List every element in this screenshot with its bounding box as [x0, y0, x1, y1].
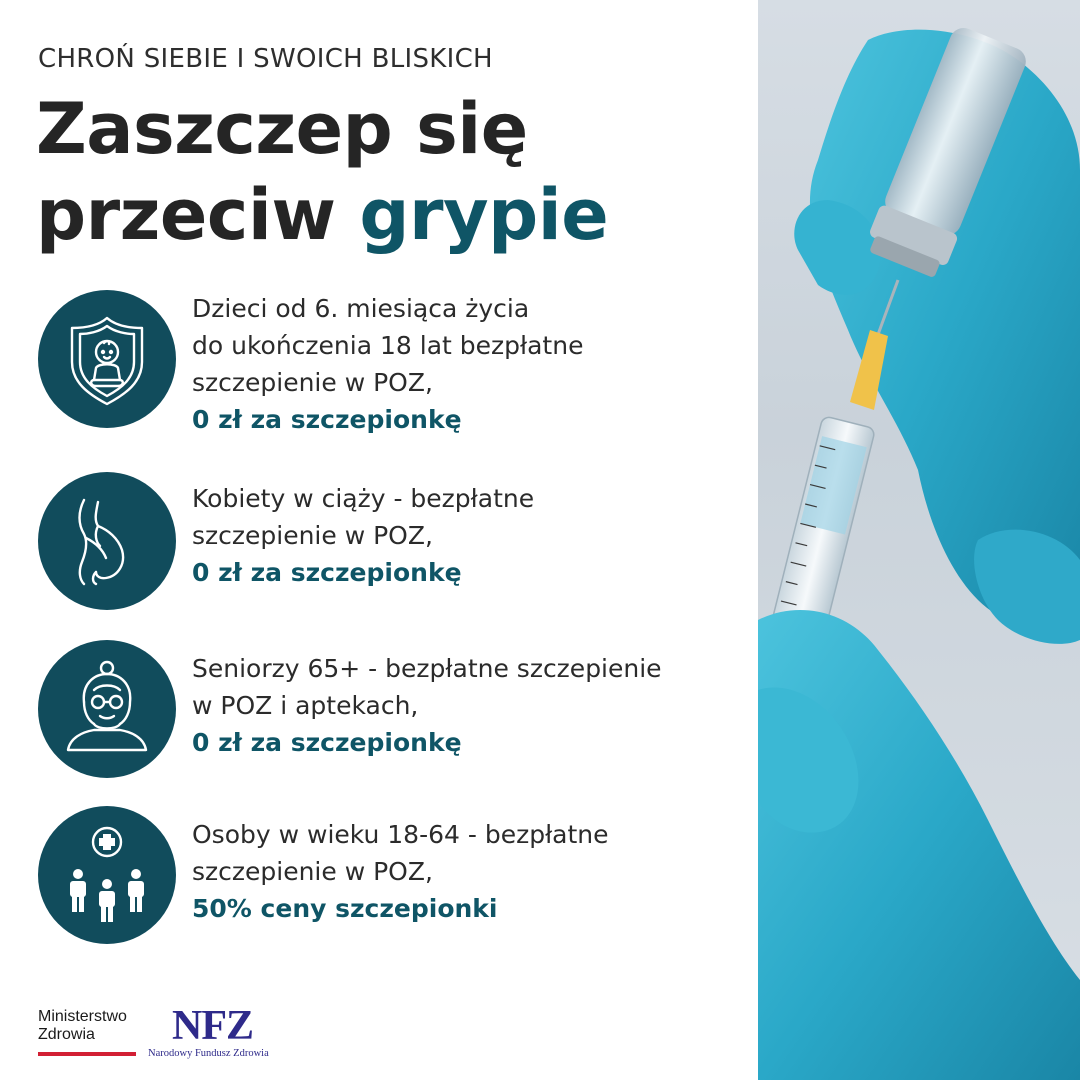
nfz-subtitle: Narodowy Fundusz Zdrowia [148, 1048, 269, 1059]
right-finger [974, 530, 1080, 644]
title-line-2 [36, 172, 608, 258]
mz-line-2: Zdrowia [38, 1026, 95, 1043]
senior-icon [38, 640, 176, 778]
item-line: Seniorzy 65+ - bezpłatne szczepienie [192, 654, 662, 683]
item-line: Dzieci od 6. miesiąca życia [192, 294, 530, 323]
mz-line-1: Ministerstwo [38, 1008, 127, 1025]
list-item-adults [38, 806, 738, 946]
item-text [192, 816, 609, 927]
item-line: szczepienie w POZ, [192, 521, 433, 550]
item-line: Kobiety w ciąży - bezpłatne [192, 484, 535, 513]
page-title [36, 86, 608, 258]
title-prefix: przeciw [36, 174, 360, 256]
list-item-children [38, 290, 738, 434]
item-highlight: 50% ceny szczepionki [192, 894, 498, 923]
item-highlight: 0 zł za szczepionkę [192, 728, 462, 757]
item-highlight: 0 zł za szczepionkę [192, 405, 462, 434]
item-line: Osoby w wieku 18-64 - bezpłatne [192, 820, 609, 849]
item-highlight: 0 zł za szczepionkę [192, 558, 462, 587]
child-shield-icon [38, 290, 176, 428]
lower-glove [758, 610, 1080, 1080]
item-text [192, 290, 583, 438]
adults-medical-cross-icon [38, 806, 176, 944]
ministry-of-health-logo [38, 1008, 127, 1044]
item-line: do ukończenia 18 lat bezpłatne [192, 331, 584, 360]
item-line: szczepienie w POZ, [192, 857, 433, 886]
photo-illustration [758, 0, 1080, 1080]
title-line-1: Zaszczep się [36, 88, 528, 170]
item-line: w POZ i aptekach, [192, 691, 419, 720]
title-accent: grypie [359, 174, 609, 256]
vaccine-syringe-photo [758, 0, 1080, 1080]
kicker-text: CHROŃ SIEBIE I SWOICH BLISKICH [38, 44, 493, 74]
nfz-logo: NFZ [172, 1003, 253, 1049]
pregnant-woman-icon [38, 472, 176, 610]
item-line: szczepienie w POZ, [192, 368, 433, 397]
item-text [192, 650, 662, 761]
item-text [192, 480, 534, 591]
list-item-seniors [38, 640, 738, 780]
syringe-barrel [770, 416, 876, 643]
mz-flag-bar [38, 1052, 136, 1056]
list-item-pregnant [38, 472, 738, 612]
